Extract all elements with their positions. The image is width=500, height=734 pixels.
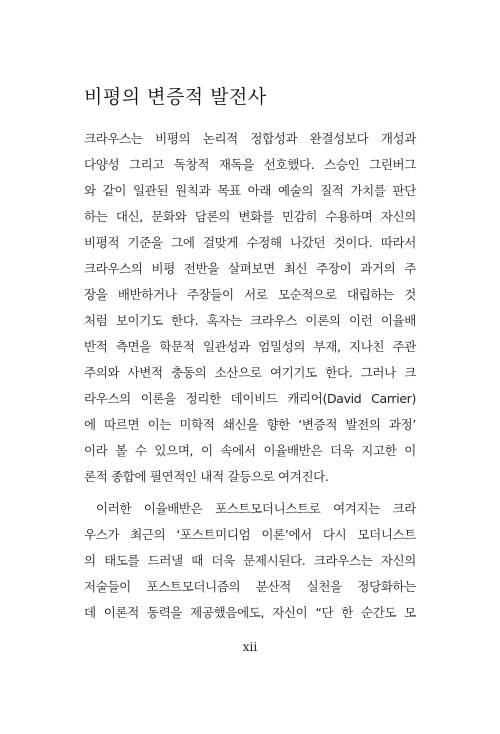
text-line: 론적 종합에 필연적인 내적 갈등으로 여겨진다. [84, 469, 329, 484]
body-text [84, 126, 416, 626]
paragraph-2 [84, 496, 416, 626]
text-line: 장을 배반하거나 주장들이 서로 모순적으로 대립하는 것 [84, 287, 416, 302]
paragraph-1 [84, 126, 416, 490]
text-line: 크라우스의 비평 전반을 살펴보면 최신 주장이 과거의 주 [84, 261, 416, 276]
text-line: 주의와 사변적 충동의 소산으로 여기기도 한다. 그러나 크 [84, 365, 416, 380]
section-heading: 비평의 변증적 발전사 [84, 86, 267, 108]
text-line: 에 따르면 이는 미학적 쇄신을 향한 ‘변증적 발전의 과정’ [84, 417, 416, 432]
text-line: 처럼 보이기도 한다. 혹자는 크라우스 이론의 이런 이율배 [84, 313, 416, 328]
text-line: 저술들이 포스트모더니즘의 분산적 실천을 정당화하는 [84, 579, 416, 594]
page-number: xii [242, 640, 258, 654]
text-line: 데 이론적 동력을 제공했음에도, 자신이 “단 한 순간도 모 [84, 605, 416, 620]
text-line: 와 같이 일관된 원칙과 목표 아래 예술의 질적 가치를 판단 [84, 183, 416, 198]
text-line: 하는 대신, 문화와 담론의 변화를 민감히 수용하며 자신의 [84, 209, 416, 224]
text-line: 크라우스는 비평의 논리적 정합성과 완결성보다 개성과 [84, 131, 416, 146]
text-line: 우스가 최근의 ‘포스트미디엄 이론’에서 다시 모더니스트 [84, 527, 416, 542]
text-line: 반적 측면을 학문적 일관성과 엄밀성의 부재, 지나친 주관 [84, 339, 416, 354]
text-line: 다양성 그리고 독창적 재독을 선호했다. 스승인 그린버그 [84, 157, 416, 172]
text-line: 의 태도를 드러낼 때 더욱 문제시된다. 크라우스는 자신의 [84, 553, 416, 568]
text-line: 이라 볼 수 있으며, 이 속에서 이율배반은 더욱 지고한 이 [84, 443, 416, 458]
text-line: 라우스의 이론을 정리한 데이비드 캐리어(David Carrier) [84, 391, 416, 406]
text-line: 비평적 기준을 그에 걸맞게 수정해 나갔던 것이다. 따라서 [84, 235, 416, 250]
text-line: 이러한 이율배반은 포스트모더니스트로 여겨지는 크라 [96, 501, 416, 516]
